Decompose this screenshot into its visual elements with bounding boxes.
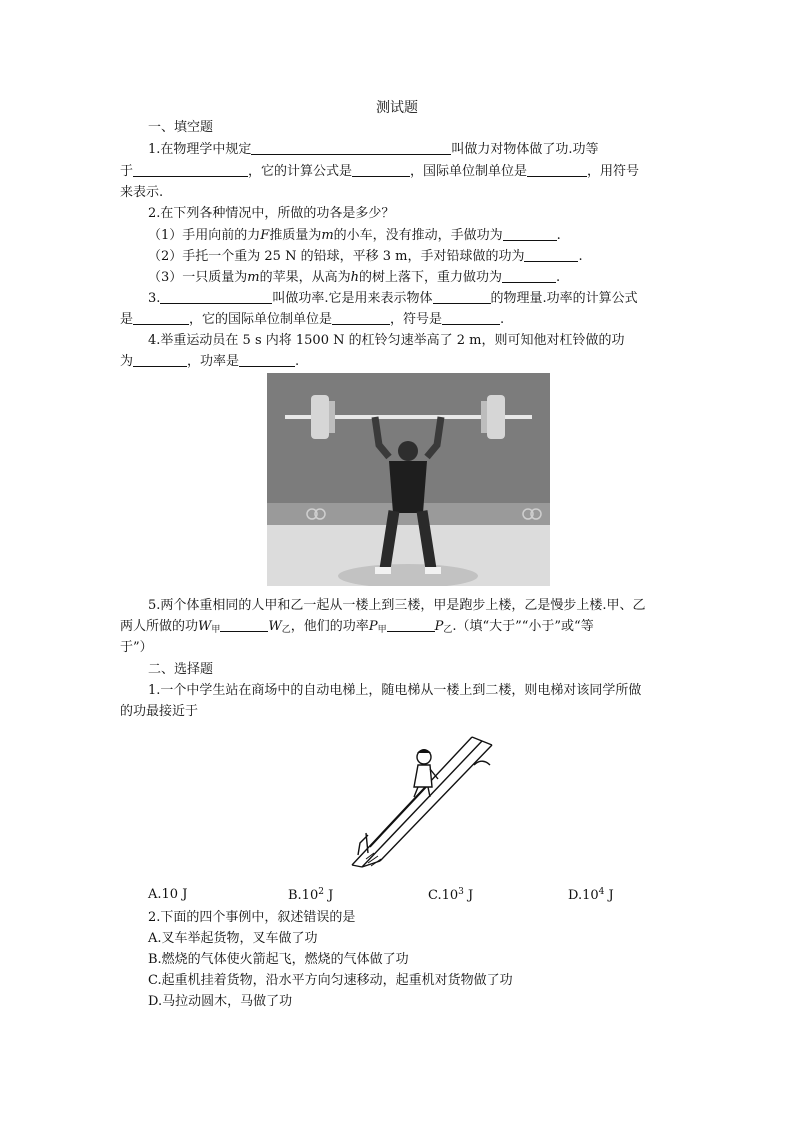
choice-2-option-b[interactable]: B.燃烧的气体使火箭起飞，燃烧的气体做了功: [148, 952, 409, 967]
answer-blank[interactable]: [442, 310, 500, 325]
answer-blank[interactable]: [133, 310, 189, 325]
question-3-line-2: 是 ，它的国际单位制单位是 ，符号是 .: [120, 312, 505, 327]
question-4-line-2: 为 ，功率是 .: [120, 354, 300, 369]
choice-1-option-a[interactable]: A.10 J: [148, 887, 188, 902]
escalator-illustration: [340, 735, 500, 875]
question-2-sub-2: （2）手托一个重为 25 N 的铅球，平移 3 m，手对铅球做的功为 .: [148, 249, 583, 264]
choice-2-option-d[interactable]: D.马拉动圆木，马做了功: [148, 994, 293, 1009]
escalator-drawing: [340, 735, 500, 875]
question-2-sub-1: （1）手用向前的力F推质量为m的小车，没有推动，手做功为 .: [148, 228, 561, 243]
answer-blank[interactable]: [527, 162, 587, 177]
choice-1-option-c[interactable]: $C.10^3$ J: [428, 887, 474, 903]
choice-1-option-d[interactable]: $D.10^4$ J: [568, 887, 614, 903]
answer-blank[interactable]: [433, 289, 491, 304]
weightlifter-illustration: [267, 373, 550, 586]
answer-blank[interactable]: [502, 268, 556, 283]
answer-blank[interactable]: [332, 310, 390, 325]
question-5-line-3: 于”）: [120, 640, 153, 655]
answer-blank[interactable]: [387, 617, 435, 632]
question-2-stem: 2.在下列各种情况中，所做的功各是多少？: [148, 206, 395, 221]
answer-blank[interactable]: [352, 162, 410, 177]
page-title: 测试题: [376, 100, 418, 116]
question-1-line-1: 1.在物理学中规定 叫做力对物体做了功.功等: [148, 142, 599, 157]
answer-blank[interactable]: [239, 352, 295, 367]
question-1-line-3: 来表示.: [120, 185, 164, 200]
choice-2-stem: 2.下面的四个事例中，叙述错误的是: [148, 910, 356, 925]
question-1-line-2: 于 ，它的计算公式是 ，国际单位制单位是 ，用符号: [120, 164, 640, 179]
question-5-line-2: 两人所做的功$W_甲$ $W_乙$，他们的功率$P_甲$ $P_乙$.（填“大于”“小于”或“等: [120, 619, 594, 635]
question-2-sub-3: （3）一只质量为m的苹果，从高为h的树上落下，重力做功为 .: [148, 270, 561, 285]
answer-blank[interactable]: [220, 617, 268, 632]
choice-1-option-b[interactable]: $B.10^2$ J: [288, 887, 334, 903]
answer-blank[interactable]: [133, 352, 187, 367]
question-4-line-1: 4.举重运动员在 5 s 内将 1500 N 的杠铃匀速举高了 2 m，则可知他对杠铃做的功: [148, 333, 625, 348]
choice-2-option-c[interactable]: C.起重机挂着货物，沿水平方向匀速移动，起重机对货物做了功: [148, 973, 513, 988]
answer-blank[interactable]: [160, 289, 272, 304]
choice-2-option-a[interactable]: A.叉车举起货物，叉车做了功: [148, 931, 318, 946]
weightlifter-photo: [267, 373, 550, 586]
question-3-line-1: 3. 叫做功率.它是用来表示物体 的物理量.功率的计算公式: [148, 291, 638, 306]
choice-1-line-1: 1.一个中学生站在商场中的自动电梯上，随电梯从一楼上到二楼，则电梯对该同学所做: [148, 683, 642, 698]
answer-blank[interactable]: [524, 247, 578, 262]
answer-blank[interactable]: [133, 162, 248, 177]
section-fill-in-heading: 一、填空题: [148, 120, 214, 135]
section-choice-heading: 二、选择题: [148, 662, 214, 677]
question-5-line-1: 5.两个体重相同的人甲和乙一起从一楼上到三楼，甲是跑步上楼，乙是慢步上楼.甲、乙: [148, 598, 646, 613]
answer-blank[interactable]: [251, 140, 451, 155]
choice-1-line-2: 的功最接近于: [120, 704, 199, 719]
answer-blank[interactable]: [503, 226, 557, 241]
choice-1-options: [148, 887, 708, 907]
